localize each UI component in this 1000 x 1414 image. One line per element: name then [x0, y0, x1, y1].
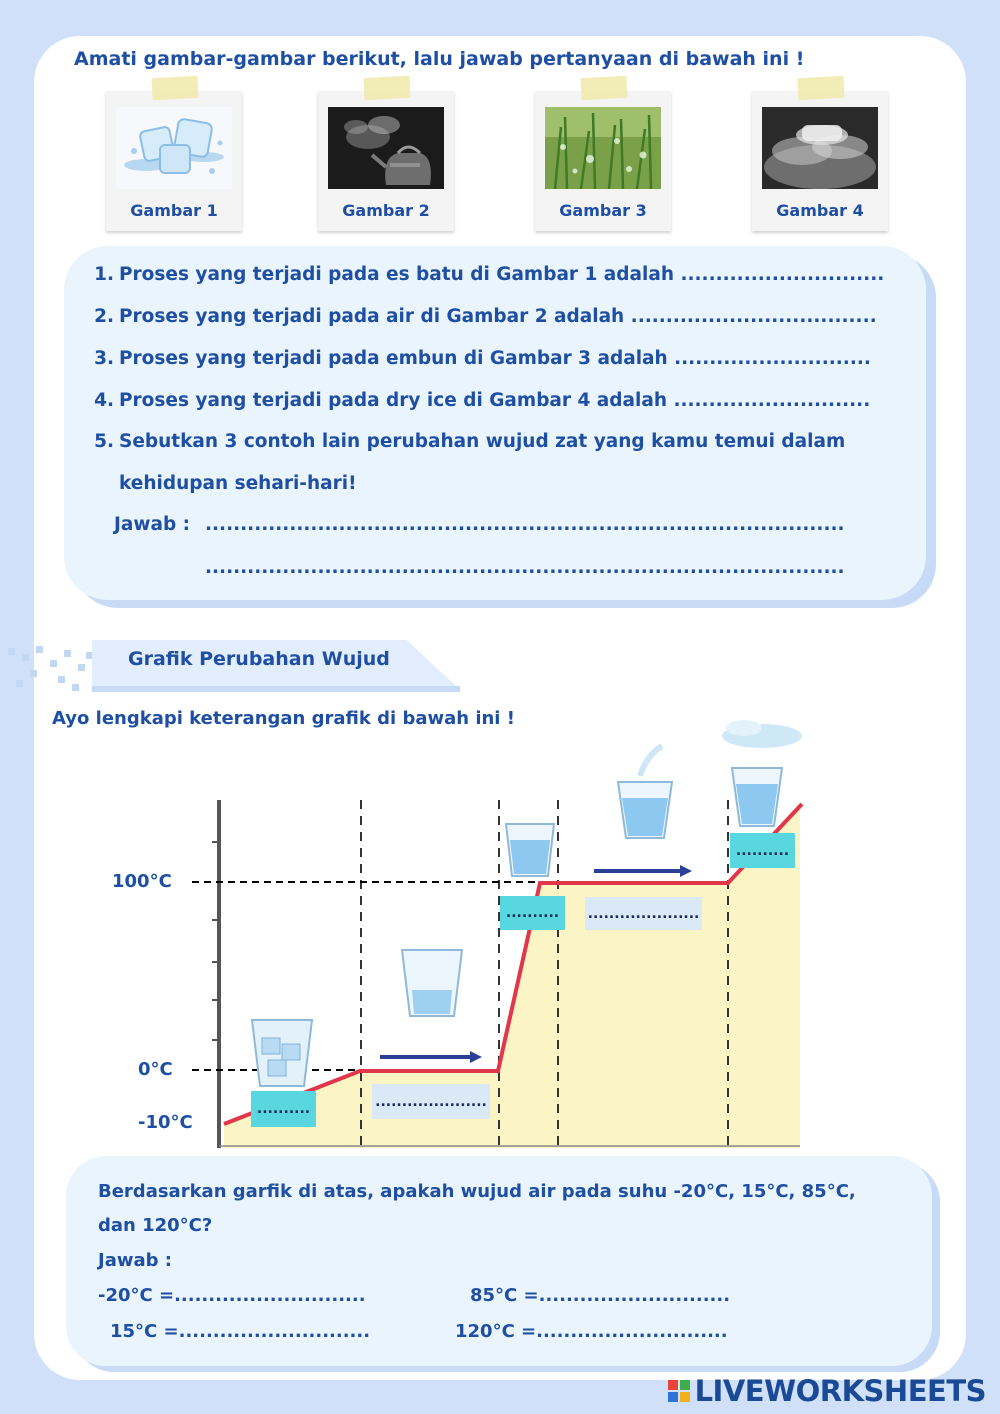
question-1: 1. Proses yang terjadi pada es batu di Gambar 1 adalah .............................	[94, 264, 885, 285]
temp-label-0: 0°C	[138, 1059, 173, 1080]
section-subtitle: Ayo lengkapi keterangan grafik di bawah ini !	[52, 708, 515, 729]
temp-label-minus-10: -10°C	[138, 1112, 193, 1133]
graph-question-line-1: Berdasarkan garfik di atas, apakah wujud air pada suhu -20°C, 15°C, 85°C,	[98, 1181, 856, 1202]
glass-boiling-icon	[618, 746, 672, 838]
answer-line-2[interactable]: ...........................................................................................	[205, 557, 845, 578]
question-3: 3. Proses yang terjadi pada embun di Gambar 3 adalah ............................	[94, 348, 871, 369]
answer-label: Jawab :	[114, 514, 191, 535]
picture-caption-2: Gambar 2	[342, 201, 430, 220]
blank-melting[interactable]: .....................	[372, 1084, 490, 1119]
question-5-continuation: kehidupan sehari-hari!	[119, 473, 357, 494]
graph-jawab-label: Jawab :	[98, 1250, 172, 1271]
picture-caption-3: Gambar 3	[559, 201, 647, 220]
question-2: 2. Proses yang terjadi pada air di Gambar 2 adalah ...................................	[94, 306, 877, 327]
answer-120[interactable]: 120°C =............................	[455, 1321, 728, 1342]
answer-85[interactable]: 85°C =............................	[470, 1285, 731, 1306]
question-5: 5. Sebutkan 3 contoh lain perubahan wujud zat yang kamu temui dalam	[94, 431, 846, 452]
glass-water-icon	[506, 824, 554, 876]
answer-minus-20[interactable]: -20°C =............................	[98, 1285, 366, 1306]
picture-caption-4: Gambar 4	[776, 201, 864, 220]
glass-melting-icon	[402, 950, 462, 1016]
answer-line-1[interactable]: ...........................................................................................	[205, 514, 845, 535]
glass-ice-icon	[252, 1020, 312, 1086]
glass-steam-icon	[722, 720, 802, 826]
blank-liquid[interactable]: ..........	[500, 896, 565, 930]
answer-15[interactable]: 15°C =............................	[110, 1321, 371, 1342]
blank-gas[interactable]: ..........	[730, 833, 795, 868]
instruction-title: Amati gambar-gambar berikut, lalu jawab pertanyaan di bawah ini !	[74, 48, 805, 70]
liveworksheets-logo	[668, 1374, 986, 1408]
brand-text: LIVEWORKSHEETS	[694, 1374, 986, 1408]
liveworksheets-mark-icon	[668, 1380, 690, 1402]
graph-question-line-2: dan 120°C?	[98, 1215, 213, 1236]
blank-boiling[interactable]: .....................	[585, 897, 702, 930]
temp-label-100: 100°C	[112, 871, 172, 892]
blank-solid[interactable]: ..........	[251, 1091, 316, 1127]
picture-caption-1: Gambar 1	[130, 201, 218, 220]
question-4: 4. Proses yang terjadi pada dry ice di Gambar 4 adalah ............................	[94, 390, 871, 411]
section-title: Grafik Perubahan Wujud	[128, 648, 390, 670]
